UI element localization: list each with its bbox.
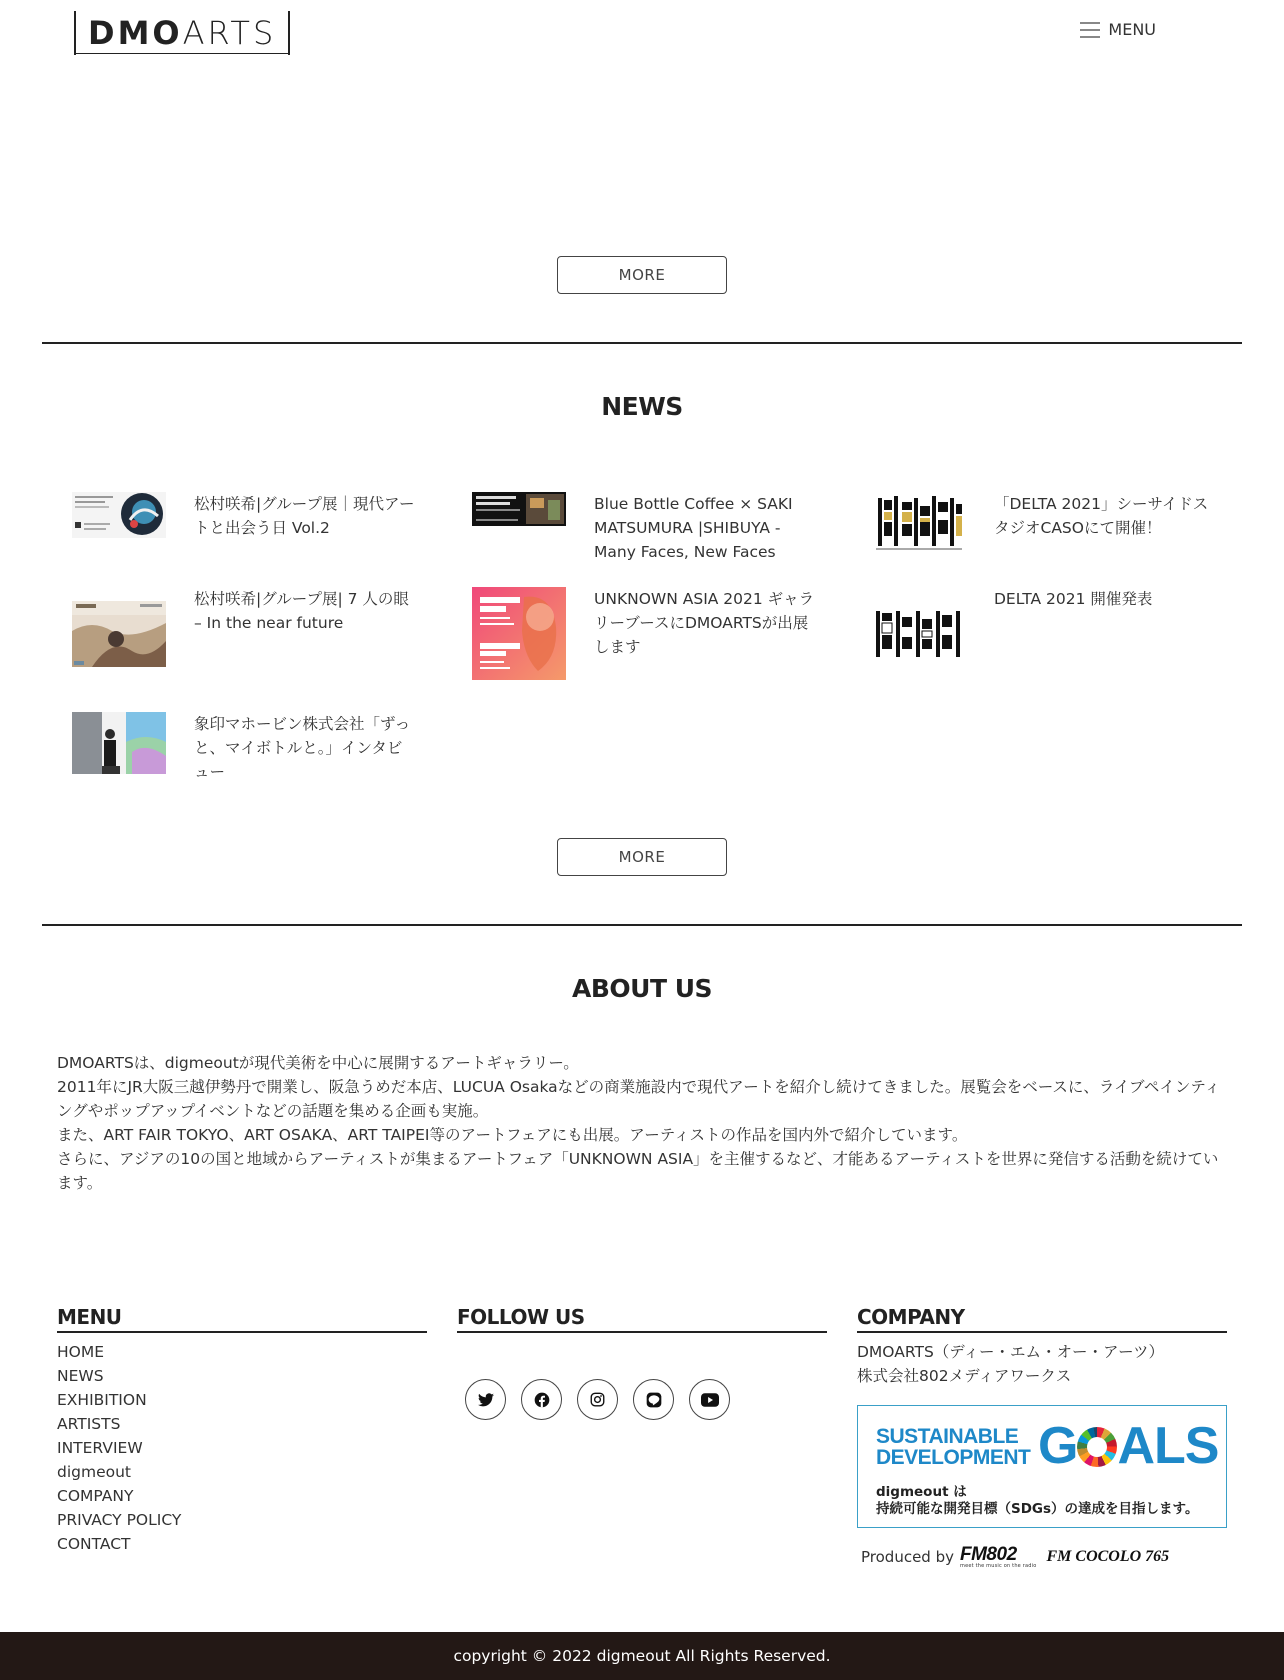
logo-wordmark: DMOARTS (76, 13, 288, 54)
youtube-link[interactable] (689, 1379, 730, 1420)
footer-link-privacy-policy[interactable]: PRIVACY POLICY (57, 1511, 182, 1529)
footer-link-artists[interactable]: ARTISTS (57, 1415, 121, 1433)
section-divider (42, 924, 1242, 926)
copyright-bar (0, 1632, 1284, 1680)
news-thumbnail (72, 601, 166, 667)
copyright-text: copyright © 2022 digmeout All Rights Reserved. (453, 1647, 831, 1665)
about-paragraph: さらに、アジアの10の国と地域からアーティストが集まるアートフェア「UNKNOWN ASIA」を主催するなど、才能あるアーティストを世界に発信する活動を続けています。 (57, 1150, 1219, 1192)
logo-bar (288, 11, 290, 55)
news-item[interactable] (72, 712, 432, 812)
twitter-link[interactable] (465, 1379, 506, 1420)
company-info (857, 1340, 1164, 1388)
about-paragraph: 2011年にJR大阪三越伊勢丹で開業し、阪急うめだ本店、LUCUA Osakaなどの商業施設内で現代アートを紹介し続けてきました。展覧会をベースに、ライブペインティングやポップアップイベントなどの話題を集める企画も実施。 (57, 1078, 1221, 1120)
footer-link-news[interactable]: NEWS (57, 1367, 104, 1385)
fm802-logo[interactable]: FM802 meet the music on the radio (960, 1544, 1037, 1569)
twitter-icon (478, 1393, 494, 1407)
footer-link-home[interactable]: HOME (57, 1343, 105, 1361)
about-body (57, 1051, 1227, 1195)
company-operator: 株式会社802メディアワークス (857, 1367, 1072, 1385)
news-item[interactable] (472, 492, 832, 592)
facebook-link[interactable] (521, 1379, 562, 1420)
footer-menu-heading: MENU (57, 1305, 427, 1333)
news-heading: NEWS (601, 392, 683, 421)
news-title: 「DELTA 2021」シーサイドスタジオCASOにて開催！ (994, 495, 1209, 537)
sdg-wheel-icon (1077, 1427, 1117, 1467)
news-more-button[interactable]: MORE (557, 838, 727, 876)
footer-company-heading: COMPANY (857, 1305, 1227, 1333)
footer-follow-heading: FOLLOW US (457, 1305, 827, 1333)
footer-link-digmeout[interactable]: digmeout (57, 1463, 132, 1481)
news-thumbnail (472, 587, 566, 680)
news-thumbnail (872, 492, 966, 554)
news-thumbnail (72, 492, 166, 538)
news-item[interactable] (872, 587, 1232, 687)
social-links (465, 1379, 730, 1420)
news-title: 松村咲希|グループ展| 7 人の眼 – In the near future (194, 590, 409, 632)
sdg-banner[interactable] (857, 1405, 1227, 1528)
produced-by (861, 1545, 1169, 1569)
footer-link-interview[interactable]: INTERVIEW (57, 1439, 143, 1457)
line-icon (646, 1392, 662, 1408)
instagram-link[interactable] (577, 1379, 618, 1420)
exhibition-more-button[interactable]: MORE (557, 256, 727, 294)
sdg-goals-logo: G ALS (1038, 1417, 1219, 1475)
sdg-title: SUSTAINABLE DEVELOPMENT (876, 1425, 1031, 1469)
instagram-icon (590, 1392, 605, 1407)
footer-link-contact[interactable]: CONTACT (57, 1535, 131, 1553)
news-title: 象印マホービン株式会社「ずっと、マイボトルと。」インタビュー (194, 715, 411, 781)
news-title: UNKNOWN ASIA 2021 ギャラリーブースにDMOARTSが出展します (594, 590, 815, 656)
sdg-note: digmeout は 持続可能な開発目標（SDGs）の達成を目指します。 (876, 1484, 1199, 1517)
footer-link-company[interactable]: COMPANY (57, 1487, 134, 1505)
news-item[interactable] (72, 587, 432, 687)
news-item[interactable] (872, 492, 1232, 592)
footer-menu-list (57, 1340, 181, 1556)
about-paragraph: また、ART FAIR TOKYO、ART OSAKA、ART TAIPEI等のアートフェアにも出展。アーティストの作品を国内外で紹介しています。 (57, 1126, 968, 1144)
fm-cocolo-logo[interactable]: FM COCOLO 765 (1046, 1548, 1170, 1565)
news-title: 松村咲希|グループ展｜現代アートと出会う日 Vol.2 (194, 495, 415, 537)
about-paragraph: DMOARTSは、digmeoutが現代美術を中心に展開するアートギャラリー。 (57, 1054, 579, 1072)
dmoarts-logo[interactable] (74, 11, 290, 55)
menu-label: MENU (1108, 20, 1156, 39)
news-title: Blue Bottle Coffee × SAKI MATSUMURA |SHIBUYA - Many Faces, New Faces (594, 495, 793, 561)
site-header (0, 0, 1284, 68)
news-title: DELTA 2021 開催発表 (994, 590, 1153, 608)
facebook-icon (534, 1392, 550, 1408)
hamburger-icon (1080, 22, 1100, 38)
youtube-icon (701, 1393, 719, 1407)
news-thumbnail (72, 712, 166, 774)
company-name: DMOARTS（ディー・エム・オー・アーツ） (857, 1343, 1164, 1361)
footer-link-exhibition[interactable]: EXHIBITION (57, 1391, 147, 1409)
about-heading: ABOUT US (571, 974, 713, 1003)
produced-by-label: Produced by (861, 1548, 954, 1566)
news-thumbnail (872, 607, 966, 661)
news-item[interactable] (72, 492, 432, 592)
menu-toggle-button[interactable] (1080, 20, 1156, 39)
line-link[interactable] (633, 1379, 674, 1420)
news-item[interactable] (472, 587, 832, 687)
section-divider (42, 342, 1242, 344)
news-thumbnail (472, 492, 566, 526)
